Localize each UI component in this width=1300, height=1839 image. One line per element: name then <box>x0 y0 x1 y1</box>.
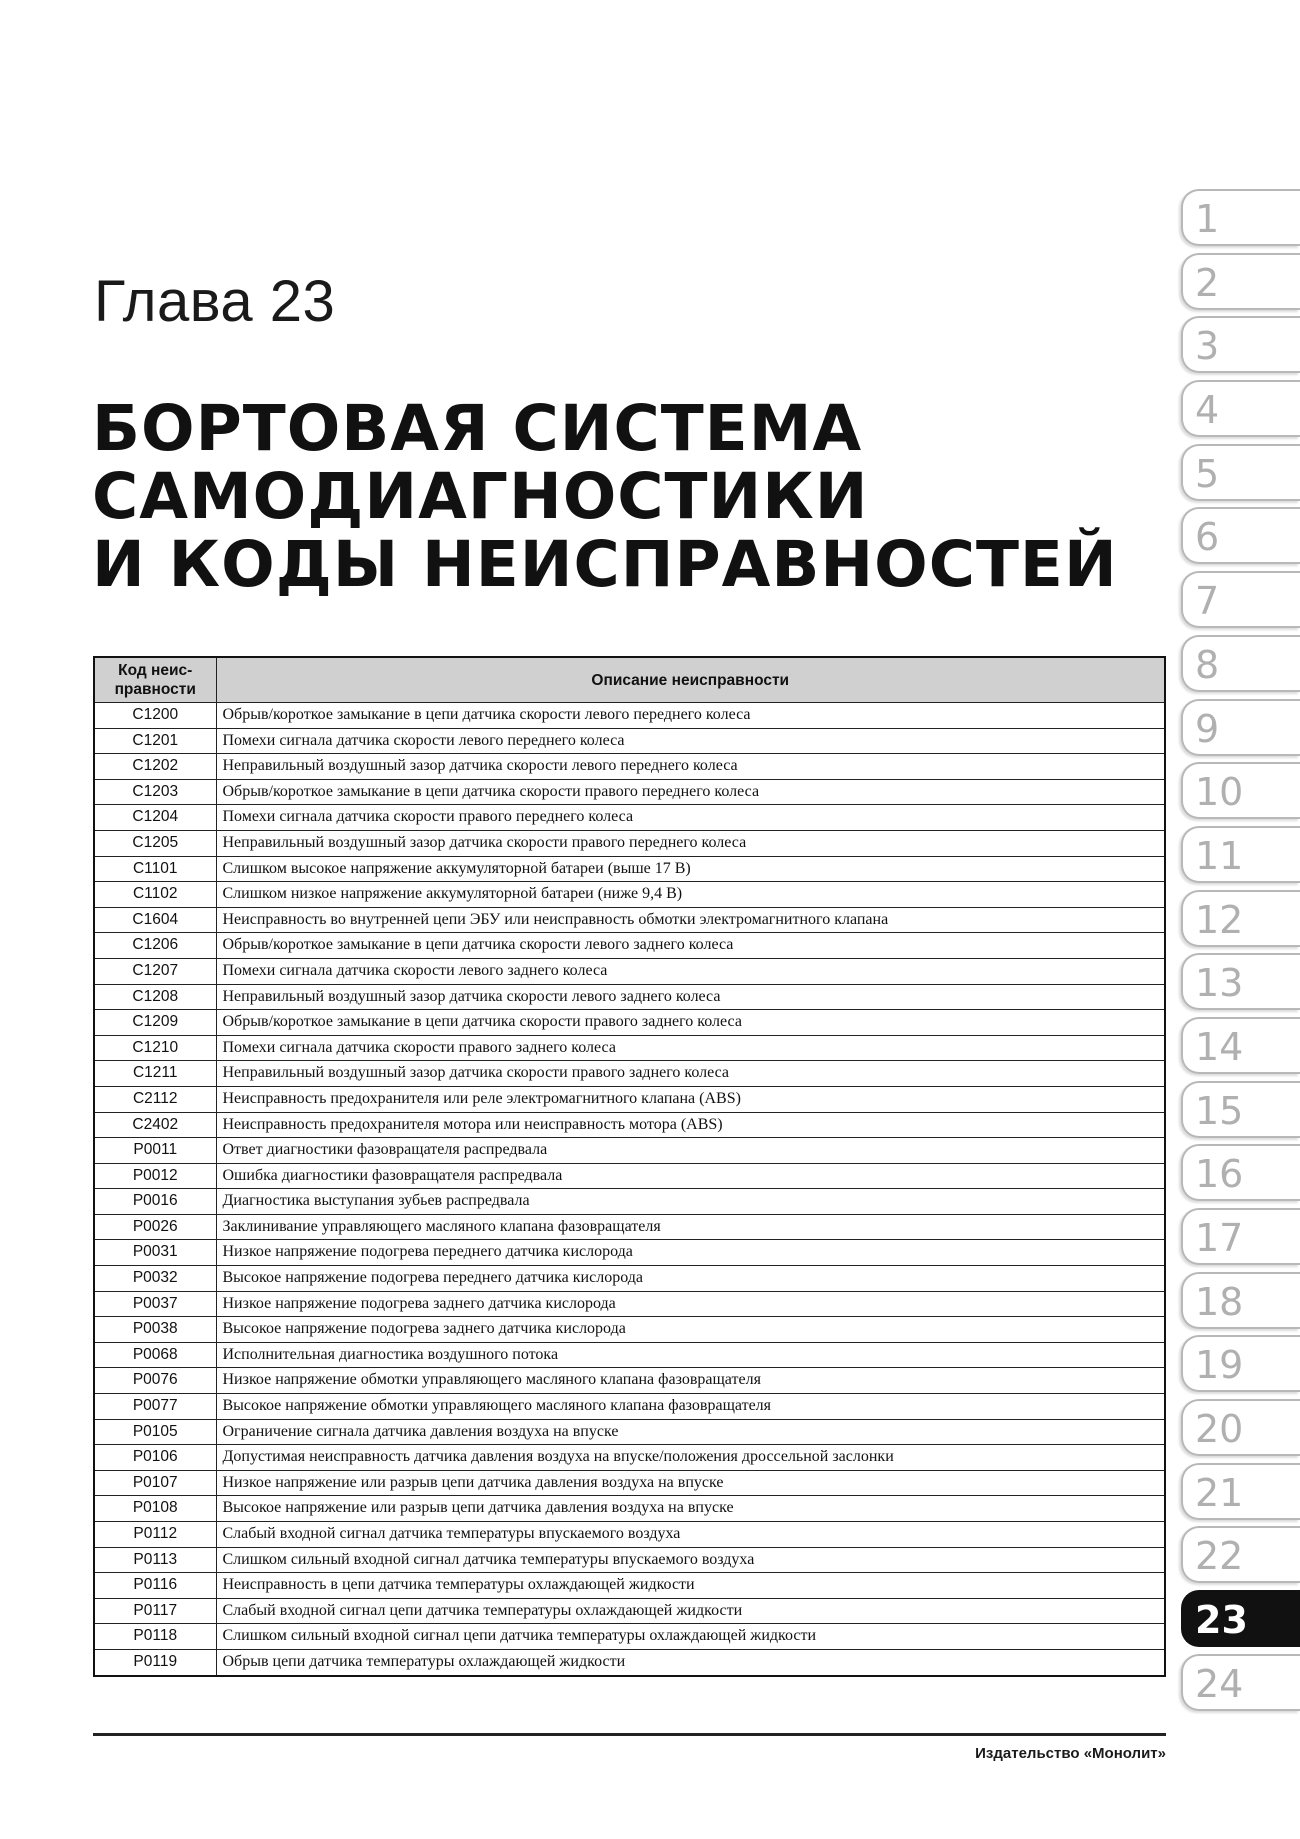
fault-code: P0016 <box>94 1189 216 1215</box>
fault-code: P0116 <box>94 1573 216 1599</box>
table-row <box>94 1496 1165 1522</box>
chapter-tab-1[interactable] <box>1181 189 1300 246</box>
chapter-tab-number: 6 <box>1195 515 1220 560</box>
chapter-tab-12[interactable] <box>1181 890 1300 947</box>
fault-code: P0011 <box>94 1138 216 1164</box>
fault-code: C1101 <box>94 856 216 882</box>
fault-description: Неправильный воздушный зазор датчика скорости левого переднего колеса <box>216 754 1165 780</box>
fault-code: C1206 <box>94 933 216 959</box>
table-row <box>94 1291 1165 1317</box>
table-row <box>94 856 1165 882</box>
chapter-tab-number: 20 <box>1195 1407 1244 1452</box>
fault-code: P0031 <box>94 1240 216 1266</box>
table-row <box>94 1138 1165 1164</box>
header-description: Описание неисправности <box>216 657 1165 703</box>
fault-code: P0119 <box>94 1649 216 1675</box>
chapter-tab-number: 19 <box>1195 1343 1244 1388</box>
fault-code: P0108 <box>94 1496 216 1522</box>
fault-code: P0076 <box>94 1368 216 1394</box>
table-row <box>94 703 1165 729</box>
fault-code: P0037 <box>94 1291 216 1317</box>
fault-code: C1200 <box>94 703 216 729</box>
fault-code: P0068 <box>94 1342 216 1368</box>
table-row <box>94 907 1165 933</box>
fault-description: Слишком низкое напряжение аккумуляторной батареи (ниже 9,4 В) <box>216 882 1165 908</box>
chapter-tab-number: 17 <box>1195 1216 1244 1260</box>
table-row <box>94 754 1165 780</box>
header-code-line-2: правности <box>114 681 196 698</box>
fault-description: Ограничение сигнала датчика давления воздуха на впуске <box>216 1419 1165 1445</box>
chapter-tab-13[interactable] <box>1181 953 1300 1010</box>
chapter-tab-21[interactable] <box>1181 1463 1300 1520</box>
fault-description: Слишком сильный входной сигнал датчика температуры впускаемого воздуха <box>216 1547 1165 1573</box>
table-row <box>94 933 1165 959</box>
chapter-tab-number: 22 <box>1195 1534 1244 1579</box>
chapter-tab-number: 15 <box>1195 1088 1244 1133</box>
chapter-tab-22[interactable] <box>1181 1526 1300 1583</box>
chapter-tab-14[interactable] <box>1181 1017 1300 1074</box>
fault-code: C1210 <box>94 1035 216 1061</box>
fault-description: Высокое напряжение или разрыв цепи датчика давления воздуха на впуске <box>216 1496 1165 1522</box>
fault-code: P0105 <box>94 1419 216 1445</box>
fault-description: Помехи сигнала датчика скорости левого переднего колеса <box>216 728 1165 754</box>
page-title <box>92 392 1118 601</box>
fault-description: Неисправность предохранителя или реле электромагнитного клапана (ABS) <box>216 1086 1165 1112</box>
fault-code: P0032 <box>94 1266 216 1292</box>
chapter-tab-number: 1 <box>1195 197 1220 241</box>
fault-code: P0026 <box>94 1214 216 1240</box>
fault-code: C1209 <box>94 1010 216 1036</box>
fault-description: Неисправность во внутренней цепи ЭБУ или неисправность обмотки электромагнитного клапана <box>216 907 1165 933</box>
chapter-tab-6[interactable] <box>1181 507 1300 564</box>
fault-code: P0112 <box>94 1522 216 1548</box>
table-row <box>94 1547 1165 1573</box>
fault-description: Исполнительная диагностика воздушного потока <box>216 1342 1165 1368</box>
chapter-tab-number: 4 <box>1195 388 1220 433</box>
table-row <box>94 882 1165 908</box>
table-row <box>94 1445 1165 1471</box>
chapter-tab-number: 21 <box>1195 1470 1244 1515</box>
fault-description: Обрыв/короткое замыкание в цепи датчика скорости правого переднего колеса <box>216 779 1165 805</box>
fault-code: P0117 <box>94 1598 216 1624</box>
fault-code: C1211 <box>94 1061 216 1087</box>
chapter-tab-number: 3 <box>1195 324 1220 369</box>
chapter-tab-number: 5 <box>1195 451 1220 496</box>
table-row <box>94 830 1165 856</box>
page-title-line-1: БОРТОВАЯ СИСТЕМА <box>92 392 863 465</box>
fault-description: Помехи сигнала датчика скорости правого заднего колеса <box>216 1035 1165 1061</box>
table-row <box>94 1522 1165 1548</box>
fault-description: Неправильный воздушный зазор датчика скорости левого заднего колеса <box>216 984 1165 1010</box>
chapter-tab-18[interactable] <box>1181 1272 1300 1329</box>
chapter-tab-20[interactable] <box>1181 1399 1300 1456</box>
chapter-tab-23[interactable] <box>1181 1590 1300 1647</box>
table-row <box>94 1470 1165 1496</box>
chapter-tab-number: 8 <box>1195 642 1220 687</box>
table-row <box>94 1419 1165 1445</box>
fault-code: P0012 <box>94 1163 216 1189</box>
table-row <box>94 958 1165 984</box>
chapter-tab-11[interactable] <box>1181 826 1300 883</box>
publisher-name: Издательство «Монолит» <box>975 1745 1166 1762</box>
fault-description: Высокое напряжение подогрева заднего датчика кислорода <box>216 1317 1165 1343</box>
fault-description: Заклинивание управляющего масляного клапана фазовращателя <box>216 1214 1165 1240</box>
fault-description: Обрыв/короткое замыкание в цепи датчика скорости правого заднего колеса <box>216 1010 1165 1036</box>
fault-description: Помехи сигнала датчика скорости правого переднего колеса <box>216 805 1165 831</box>
fault-description: Неправильный воздушный зазор датчика скорости правого переднего колеса <box>216 830 1165 856</box>
chapter-tab-17[interactable] <box>1181 1208 1300 1265</box>
table-row <box>94 805 1165 831</box>
chapter-tab-number: 16 <box>1195 1152 1244 1197</box>
chapter-tab-9[interactable] <box>1181 699 1300 756</box>
fault-code: C1203 <box>94 779 216 805</box>
fault-description: Неисправность предохранителя мотора или неисправность мотора (ABS) <box>216 1112 1165 1138</box>
fault-description: Слабый входной сигнал цепи датчика температуры охлаждающей жидкости <box>216 1598 1165 1624</box>
footer-divider <box>93 1733 1166 1736</box>
fault-description: Низкое напряжение или разрыв цепи датчика давления воздуха на впуске <box>216 1470 1165 1496</box>
fault-description: Ошибка диагностики фазовращателя распредвала <box>216 1163 1165 1189</box>
fault-description: Обрыв/короткое замыкание в цепи датчика скорости левого переднего колеса <box>216 703 1165 729</box>
table-row <box>94 779 1165 805</box>
fault-description: Низкое напряжение подогрева заднего датчика кислорода <box>216 1291 1165 1317</box>
page-title-line-3: И КОДЫ НЕИСПРАВНОСТЕЙ <box>92 528 1118 601</box>
fault-codes-table <box>93 656 1166 1677</box>
table-row <box>94 728 1165 754</box>
table-row <box>94 1368 1165 1394</box>
chapter-tab-24[interactable] <box>1181 1654 1300 1711</box>
fault-description: Высокое напряжение подогрева переднего датчика кислорода <box>216 1266 1165 1292</box>
chapter-tab-8[interactable] <box>1181 635 1300 692</box>
table-row <box>94 1035 1165 1061</box>
fault-description: Ответ диагностики фазовращателя распредвала <box>216 1138 1165 1164</box>
fault-code: P0118 <box>94 1624 216 1650</box>
table-row <box>94 1394 1165 1420</box>
fault-description: Неправильный воздушный зазор датчика скорости правого заднего колеса <box>216 1061 1165 1087</box>
table-row <box>94 1112 1165 1138</box>
fault-code: C1204 <box>94 805 216 831</box>
fault-description: Слабый входной сигнал датчика температуры впускаемого воздуха <box>216 1522 1165 1548</box>
table-row <box>94 1214 1165 1240</box>
chapter-tab-number: 9 <box>1195 706 1220 751</box>
chapter-tab-number: 13 <box>1195 961 1244 1006</box>
table-header-row <box>94 657 1165 703</box>
chapter-tab-number: 11 <box>1195 833 1244 878</box>
table-row <box>94 1163 1165 1189</box>
fault-code: C1205 <box>94 830 216 856</box>
fault-description: Обрыв/короткое замыкание в цепи датчика скорости левого заднего колеса <box>216 933 1165 959</box>
table-row <box>94 1086 1165 1112</box>
chapter-tab-number: 7 <box>1195 579 1220 624</box>
table-row <box>94 1598 1165 1624</box>
table-body <box>94 703 1165 1676</box>
fault-code: P0077 <box>94 1394 216 1420</box>
chapter-tab-number: 14 <box>1195 1024 1244 1069</box>
fault-code: C2112 <box>94 1086 216 1112</box>
fault-code: C1102 <box>94 882 216 908</box>
table-row <box>94 1266 1165 1292</box>
chapter-label: Глава 23 <box>94 269 336 334</box>
chapter-tab-number: 23 <box>1195 1598 1248 1643</box>
table-row <box>94 1240 1165 1266</box>
table-row <box>94 1061 1165 1087</box>
fault-code: C1208 <box>94 984 216 1010</box>
fault-description: Неисправность в цепи датчика температуры охлаждающей жидкости <box>216 1573 1165 1599</box>
table-row <box>94 1624 1165 1650</box>
chapter-tab-7[interactable] <box>1181 571 1300 628</box>
chapter-tab-number: 18 <box>1195 1279 1244 1324</box>
fault-code: C1201 <box>94 728 216 754</box>
fault-description: Диагностика выступания зубьев распредвала <box>216 1189 1165 1215</box>
chapter-tab-2[interactable] <box>1181 253 1300 310</box>
fault-code: P0113 <box>94 1547 216 1573</box>
chapter-tab-number: 12 <box>1195 897 1244 942</box>
chapter-tab-number: 10 <box>1195 770 1244 815</box>
fault-description: Низкое напряжение подогрева переднего датчика кислорода <box>216 1240 1165 1266</box>
fault-code: P0106 <box>94 1445 216 1471</box>
table-row <box>94 1342 1165 1368</box>
chapter-tab-number: 2 <box>1195 260 1220 305</box>
chapter-tab-number: 24 <box>1195 1661 1244 1706</box>
chapter-tabs <box>1181 189 1300 1718</box>
chapter-tab-10[interactable] <box>1181 762 1300 819</box>
table-row <box>94 1189 1165 1215</box>
page-title-line-2: САМОДИАГНОСТИКИ <box>92 460 869 533</box>
header-code <box>94 657 216 703</box>
table-row <box>94 984 1165 1010</box>
fault-description: Низкое напряжение обмотки управляющего масляного клапана фазовращателя <box>216 1368 1165 1394</box>
fault-description: Слишком высокое напряжение аккумуляторной батареи (выше 17 В) <box>216 856 1165 882</box>
table-row <box>94 1649 1165 1675</box>
chapter-tab-5[interactable] <box>1181 444 1300 501</box>
fault-code: C2402 <box>94 1112 216 1138</box>
table-row <box>94 1010 1165 1036</box>
chapter-tab-19[interactable] <box>1181 1335 1300 1392</box>
fault-code: P0038 <box>94 1317 216 1343</box>
chapter-tab-4[interactable] <box>1181 380 1300 437</box>
header-code-line-1: Код неис- <box>118 662 193 679</box>
chapter-tab-15[interactable] <box>1181 1081 1300 1138</box>
fault-code: C1207 <box>94 958 216 984</box>
fault-code: C1202 <box>94 754 216 780</box>
table-row <box>94 1317 1165 1343</box>
fault-description: Обрыв цепи датчика температуры охлаждающей жидкости <box>216 1649 1165 1675</box>
fault-code: P0107 <box>94 1470 216 1496</box>
fault-description: Слишком сильный входной сигнал цепи датчика температуры охлаждающей жидкости <box>216 1624 1165 1650</box>
fault-code: C1604 <box>94 907 216 933</box>
table-row <box>94 1573 1165 1599</box>
chapter-tab-3[interactable] <box>1181 316 1300 373</box>
fault-description: Помехи сигнала датчика скорости левого заднего колеса <box>216 958 1165 984</box>
fault-description: Допустимая неисправность датчика давления воздуха на впуске/положения дроссельной заслонки <box>216 1445 1165 1471</box>
fault-description: Высокое напряжение обмотки управляющего масляного клапана фазовращателя <box>216 1394 1165 1420</box>
chapter-tab-16[interactable] <box>1181 1144 1300 1201</box>
